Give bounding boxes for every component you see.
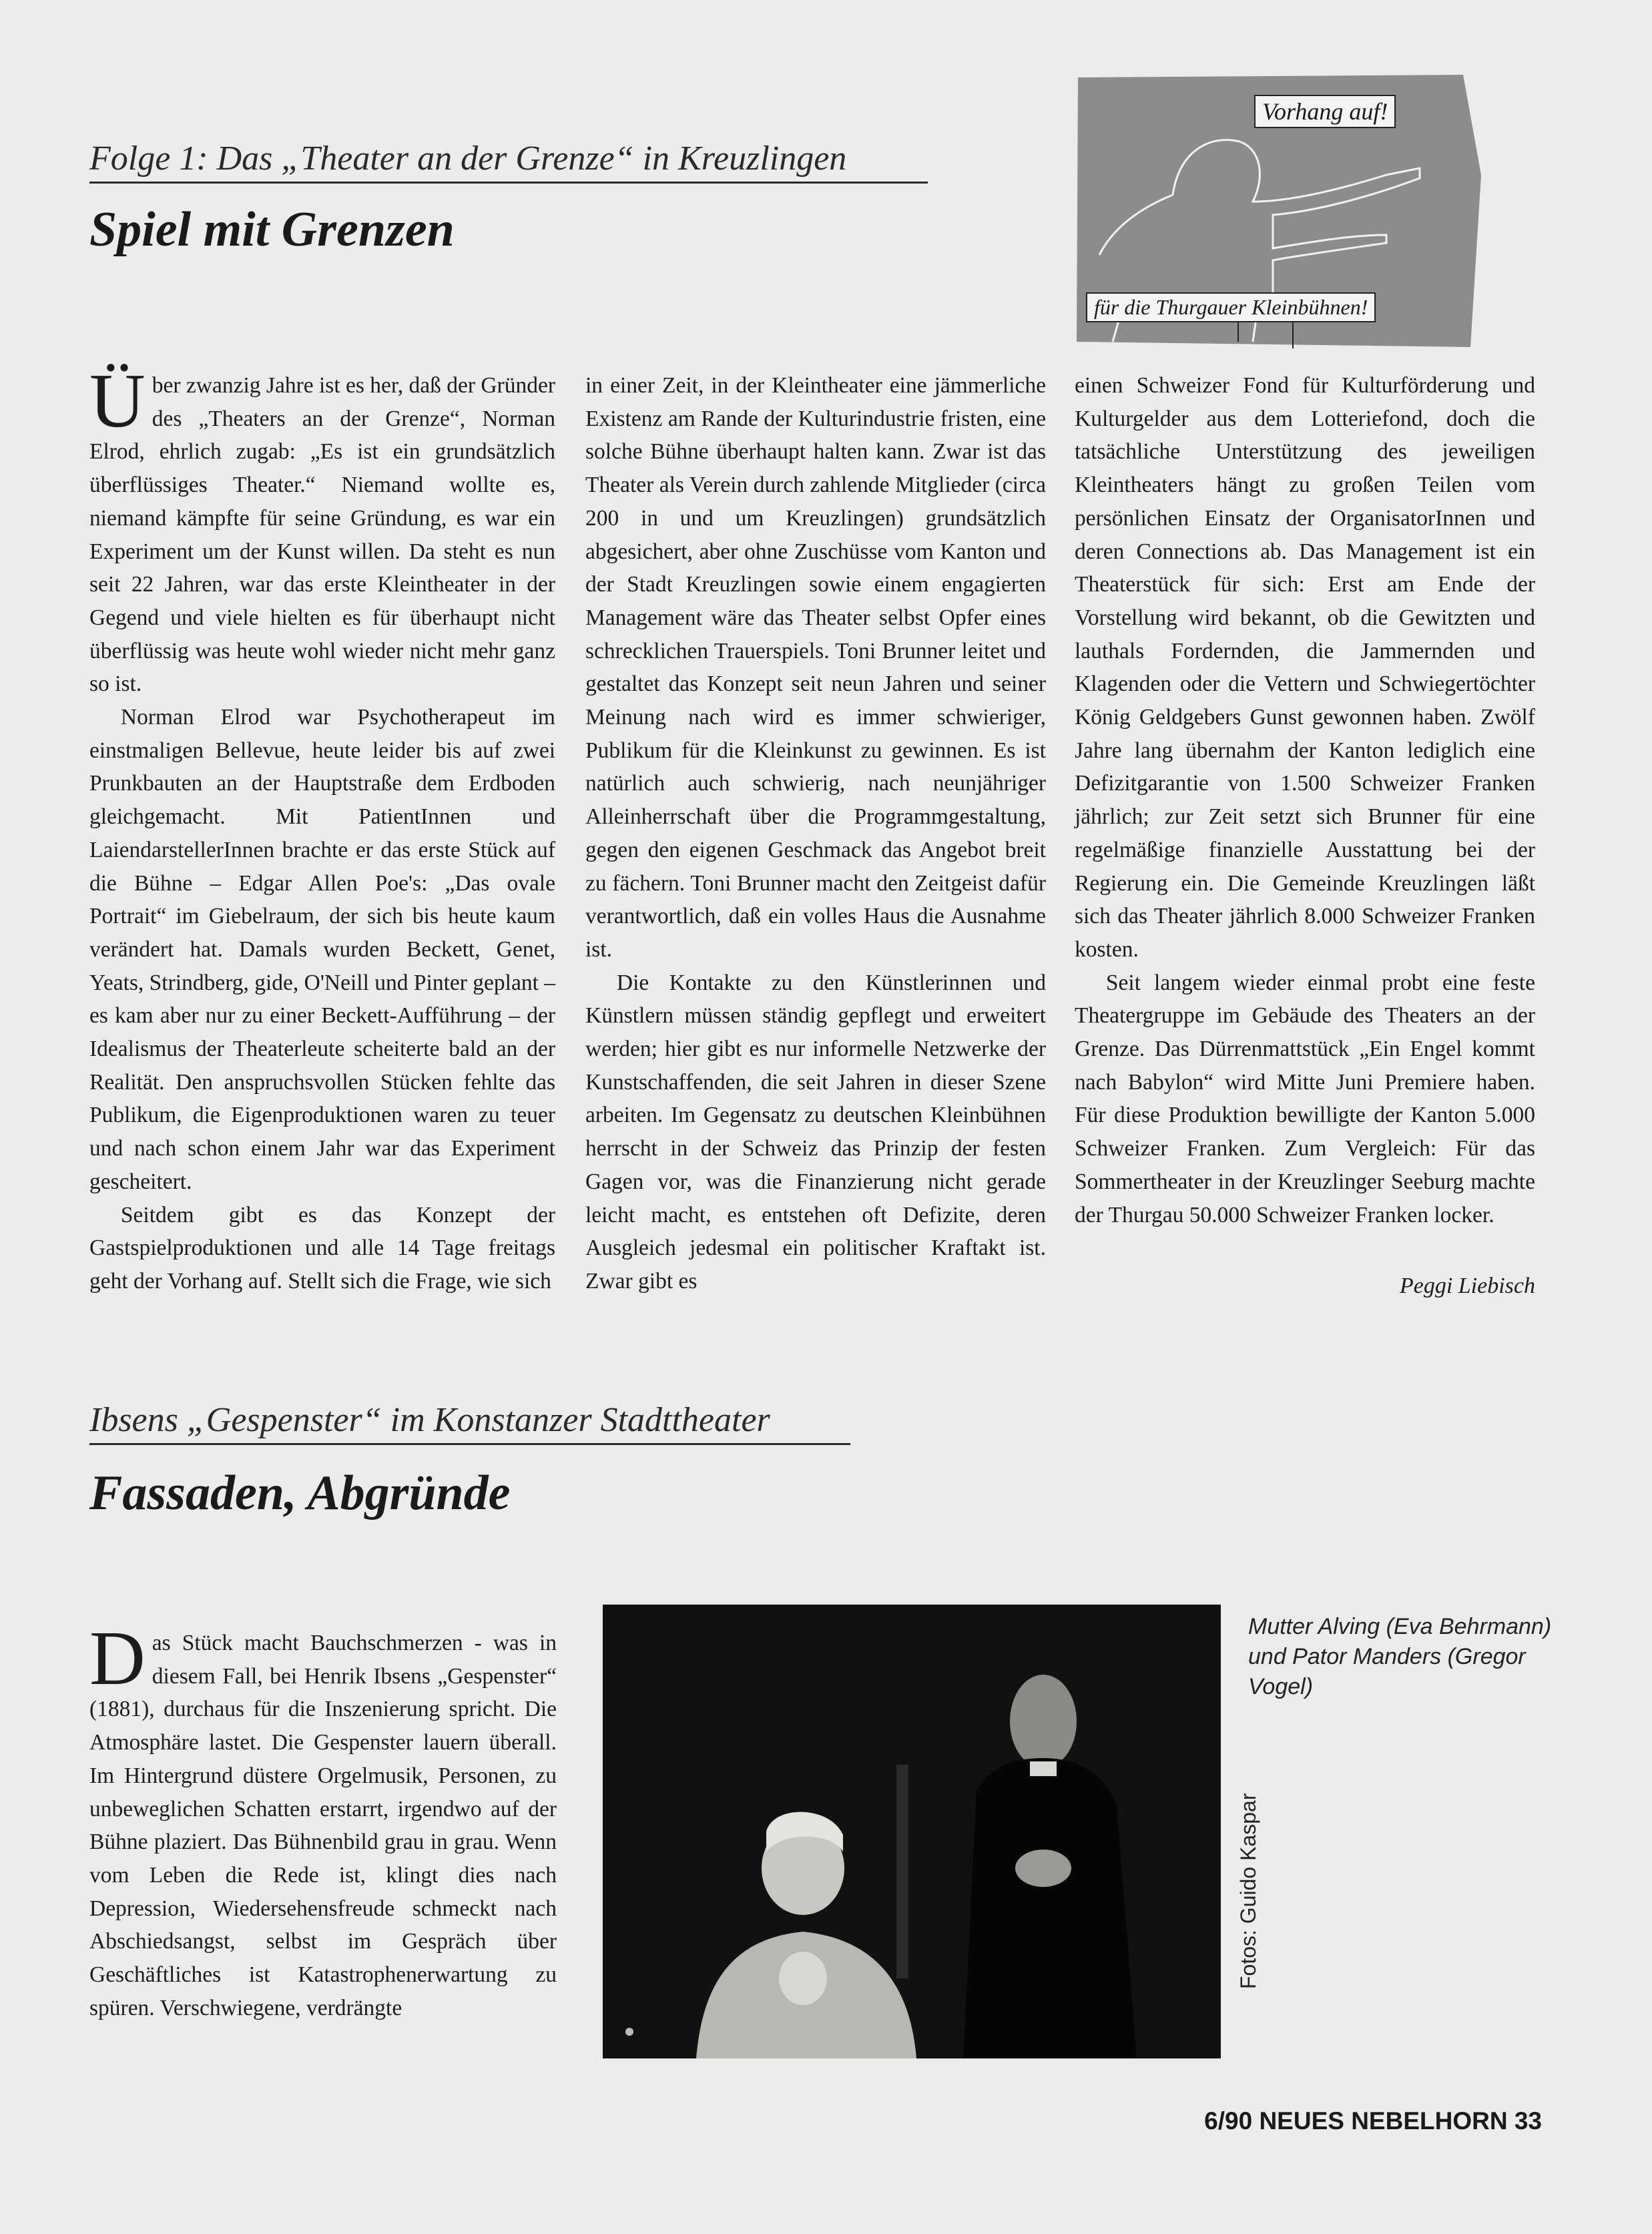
article1-kicker-rule bbox=[89, 182, 928, 184]
article1-column-3 bbox=[1075, 369, 1535, 1231]
article2-body-text: as Stück macht Bauchschmerzen - was in diesem Fall, bei Henrik Ibsens „Gespenster“ (1881), durchaus für die Inszenierung spricht. Die Atmosphäre lastet. Die Gespenster lauern überall. Im Hintergrund düstere Orgelmusik, Personen, zu unbeweglichen Schatten erstarrt, irgendwo auf der Bühne plaziert. Das Bühnenbild grau in grau. Wenn vom Leben die Rede ist, klingt dies nach Depression, Wiedersehensfreude schmeckt nach Abschiedsangst, selbst im Gespräch über Geschäftliches ist Katastrophenerwartung zu spüren. Verschwiegene, verdrängte bbox=[89, 1631, 557, 2020]
article1-headline: Spiel mit Grenzen bbox=[89, 202, 455, 257]
article1-dropcap: Ü bbox=[89, 358, 146, 444]
page-footer bbox=[1204, 2107, 1542, 2135]
vorhang-bottom-label: für die Thurgauer Kleinbühnen! bbox=[1086, 292, 1376, 322]
footer-page-number: 33 bbox=[1514, 2107, 1542, 2135]
article1-col2-para-2: Die Kontakte zu den Künstlerinnen und Künstlern müssen ständig gepflegt und erweitert werden; hier gibt es nur informelle Netzwerke der Kunstschaffenden, die seit Jahren in dieser Szene arbeiten. Im Gegensatz zu deutschen Kleinbühnen herrscht in der Schweiz das Prinzip der festen Gagen vor, was die Finanzierung nicht gerade leicht macht, es entstehen oft Defizite, deren Ausgleich jedesmal ein politischer Kraftakt ist. Zwar gibt es bbox=[585, 970, 1046, 1294]
article2-dropcap: D bbox=[89, 1616, 146, 1701]
stage-scene-image bbox=[603, 1605, 1221, 2058]
photo-caption: Mutter Alving (Eva Behrmann) und Pator Manders (Gregor Vogel) bbox=[1248, 1614, 1552, 1699]
footer-issue: 6/90 bbox=[1204, 2107, 1253, 2135]
footer-magazine: NEUES NEBELHORN bbox=[1259, 2107, 1508, 2135]
theater-photo bbox=[603, 1605, 1221, 2058]
article1-col1-para-3: Seitdem gibt es das Konzept der Gastspielproduktionen und alle 14 Tage freitags geht der Vorhang auf. Stellt sich die Frage, wie sich bbox=[89, 1202, 555, 1294]
vorhang-auf-graphic bbox=[1073, 75, 1486, 350]
article2-headline: Fassaden, Abgründe bbox=[89, 1466, 511, 1520]
article1-col3-para-2: Seit langem wieder einmal probt eine feste Theatergruppe im Gebäude des Theaters an der Grenze. Das Dürrenmattstück „Ein Engel kommt nach Babylon“ wird Mitte Juni Premiere haben. Für diese Produktion bewilligte der Kanton 5.000 Schweizer Franken. Zum Vergleich: Für das Sommertheater in der Kreuzlinger Seeburg machte der Thurgau 50.000 Schweizer Franken locker. bbox=[1075, 970, 1535, 1227]
article2-kicker: Ibsens „Gespenster“ im Konstanzer Stadttheater bbox=[89, 1401, 770, 1439]
article1-author: Peggi Liebisch bbox=[1399, 1274, 1535, 1298]
article1-kicker: Folge 1: Das „Theater an der Grenze“ in Kreuzlingen bbox=[89, 139, 847, 178]
article1-col1-para-2: Norman Elrod war Psychotherapeut im einstmaligen Bellevue, heute leider bis auf zwei Prunkbauten an der Hauptstraße dem Erdboden gleichgemacht. Mit PatientInnen und LaiendarstellerInnen brachte er das erste Stück auf die Bühne – Edgar Allen Poe's: „Das ovale Portrait“ im Giebelraum, der sich bis heute kaum verändert hat. Damals wurden Beckett, Genet, Yeats, Strindberg, gide, O'Neill und Pinter geplant – es kam aber nur zu einer Beckett-Aufführung – der Idealismus der Theaterleute scheiterte bald an der Realität. Den anspruchsvollen Stücken fehlte das Publikum, die Eigenproduktionen waren zu teuer und nach schon einem Jahr war das Experiment gescheitert. bbox=[89, 705, 556, 1194]
article1-col3-para-1: einen Schweizer Fond für Kulturförderung und Kulturgelder aus dem Lotteriefond, doch die tatsächliche Unterstützung des jeweiligen Kleintheaters hängt zu großen Teilen vom persönlichen Einsatz der OrganisatorInnen und deren Connections ab. Das Management ist ein Theaterstück für sich: Erst am Ende der Vorstellung wird bekannt, ob die Gewitzten und lauthals Fordernden, die Jammernden und Klagenden oder die Vettern und Schwiegertöchter König Geldgebers Gunst gewonnen haben. Zwölf Jahre lang übernahm der Kanton lediglich eine Defizitgarantie von 1.500 Schweizer Franken jährlich; zur Zeit setzt sich Brunner für eine regelmäßige finanzielle Ausstattung bei der Regierung ein. Die Gemeinde Kreuzlingen läßt sich das Theater jährlich 8.000 Schweizer Franken kosten. bbox=[1075, 373, 1535, 962]
photo-credit: Fotos: Guido Kaspar bbox=[1236, 1793, 1260, 1989]
article1-col1-para-1: ber zwanzig Jahre ist es her, daß der Gründer des „Theaters an der Grenze“, Norman Elrod, ehrlich zugab: „Es ist ein grundsätzlich überflüssiges Theater.“ Niemand wollte es, niemand kämpfte für seine Gründung, es war ein Experiment um der Kunst willen. Da steht es nun seit 22 Jahren, war das erste Kleintheater in der Gegend und viele hielten es für überhaupt nicht überflüssig was heute wohl wieder nicht mehr ganz so ist. bbox=[89, 373, 555, 697]
vorhang-top-label: Vorhang auf! bbox=[1254, 95, 1396, 128]
article1-col2-para-1: in einer Zeit, in der Kleintheater eine jämmerliche Existenz am Rande der Kulturindustrie fristen, eine solche Bühne überhaupt halten kann. Zwar ist das Theater als Verein durch zahlende Mitglieder (circa 200 in und um Kreuzlingen) grundsätzlich abgesichert, aber ohne Zuschüsse vom Kanton und der Stadt Kreuzlingen sowie einem engagierten Management wäre das Theater selbst Opfer eines schrecklichen Trauerspiels. Toni Brunner leitet und gestaltet das Konzept seit neun Jahren und seiner Meinung nach wird es immer schwieriger, Publikum für die Kleinkunst zu gewinnen. Es ist natürlich auch schwierig, nach neunjähriger Alleinherrschaft über die Programmgestaltung, gegen den eigenen Geschmack das Angebot breit zu fächern. Toni Brunner macht den Zeitgeist dafür verantwortlich, daß ein volles Haus die Ausnahme ist. bbox=[585, 373, 1046, 962]
article1-column-1 bbox=[89, 358, 556, 1298]
article2-body bbox=[89, 1616, 557, 2024]
article2-kicker-rule bbox=[89, 1443, 850, 1445]
article1-column-2 bbox=[585, 369, 1046, 1298]
